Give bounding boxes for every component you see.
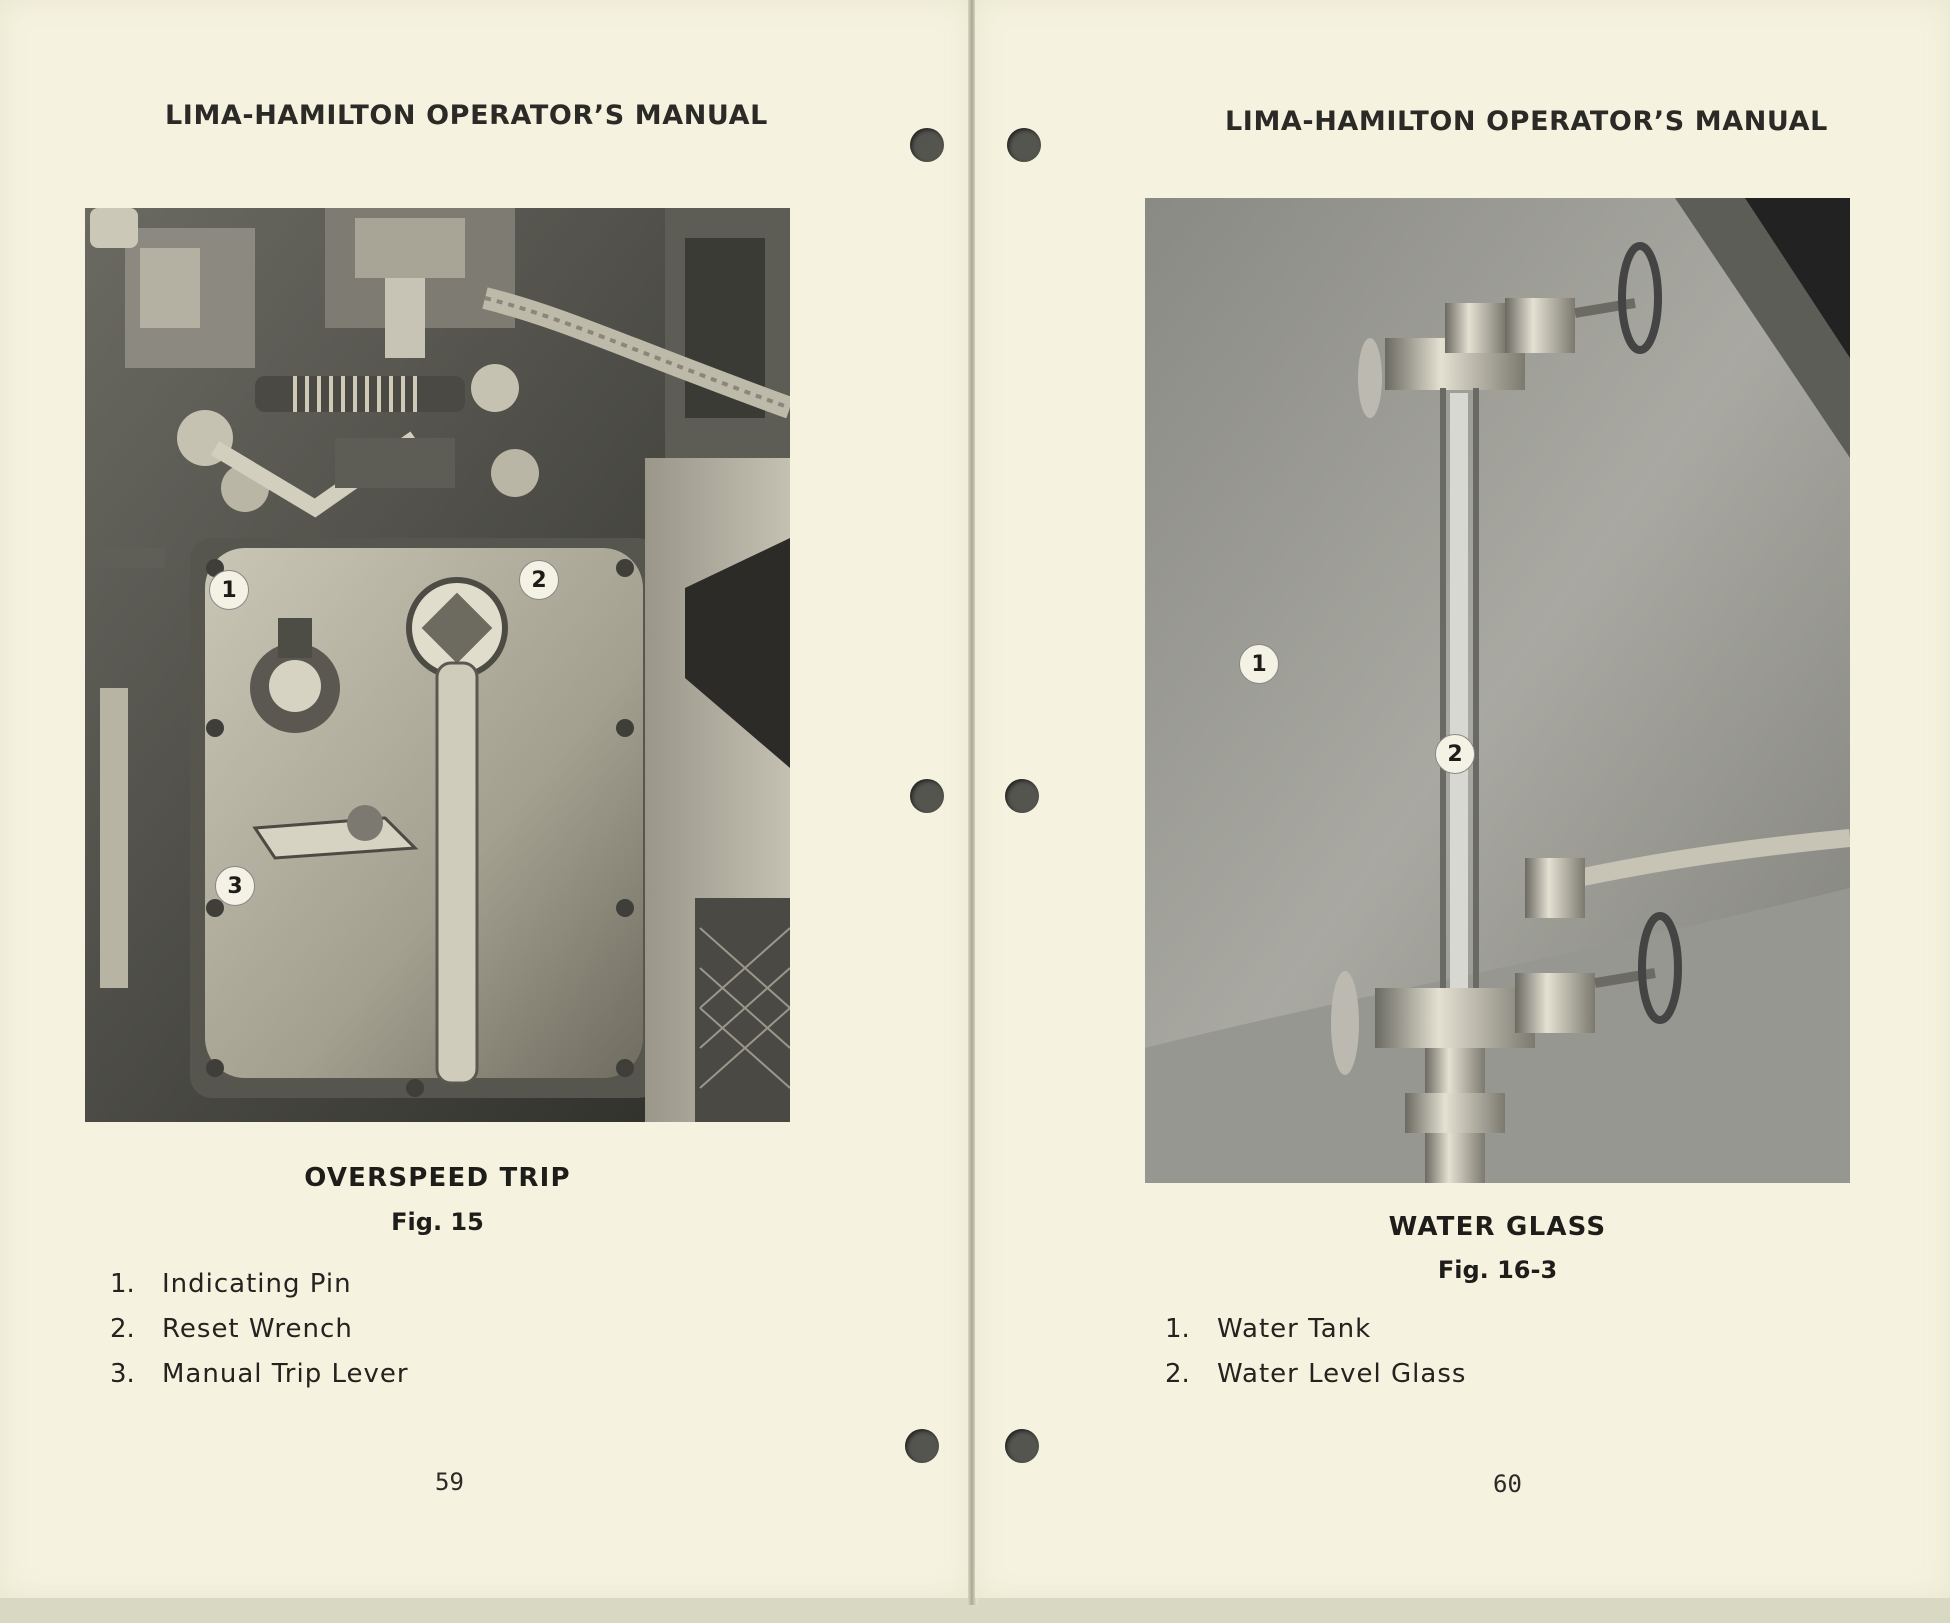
legend-label: Indicating Pin bbox=[162, 1269, 352, 1299]
legend-number: 1. bbox=[110, 1269, 135, 1299]
page-number: 59 bbox=[435, 1468, 464, 1496]
figure-label: Fig. 16-3 bbox=[1437, 1256, 1558, 1284]
callout-2: 2 bbox=[1435, 734, 1475, 774]
page-number: 60 bbox=[1493, 1470, 1522, 1498]
binder-hole bbox=[910, 779, 944, 813]
legend-item bbox=[110, 1314, 409, 1359]
legend-number: 1. bbox=[1165, 1314, 1190, 1344]
legend-number: 3. bbox=[110, 1359, 135, 1389]
figure-title: WATER GLASS bbox=[1388, 1212, 1607, 1242]
legend-number: 2. bbox=[110, 1314, 135, 1344]
binder-hole bbox=[1005, 779, 1039, 813]
legend-item bbox=[1165, 1359, 1466, 1404]
figure-label: Fig. 15 bbox=[391, 1208, 484, 1236]
overspeed-trip-photo bbox=[85, 208, 790, 1122]
legend-label: Water Level Glass bbox=[1217, 1359, 1467, 1389]
water-glass-illustration bbox=[1145, 198, 1850, 1183]
right-page bbox=[975, 0, 1950, 1598]
callout-1: 1 bbox=[1239, 644, 1279, 684]
legend-item bbox=[110, 1269, 409, 1314]
legend-label: Reset Wrench bbox=[162, 1314, 353, 1344]
binder-hole bbox=[910, 128, 944, 162]
figure-title: OVERSPEED TRIP bbox=[304, 1163, 571, 1193]
binder-hole bbox=[1005, 1429, 1039, 1463]
callout-1: 1 bbox=[209, 570, 249, 610]
legend-label: Water Tank bbox=[1217, 1314, 1372, 1344]
binder-hole bbox=[905, 1429, 939, 1463]
water-glass-photo bbox=[1145, 198, 1850, 1183]
legend-item bbox=[1165, 1314, 1466, 1359]
legend-number: 2. bbox=[1165, 1359, 1190, 1389]
binder-hole bbox=[1007, 128, 1041, 162]
left-page bbox=[0, 0, 970, 1598]
legend-item bbox=[110, 1359, 409, 1404]
figure-legend bbox=[1165, 1314, 1466, 1404]
callout-3: 3 bbox=[215, 866, 255, 906]
figure-legend bbox=[110, 1269, 409, 1404]
legend-label: Manual Trip Lever bbox=[162, 1359, 409, 1389]
callout-2: 2 bbox=[519, 560, 559, 600]
left-page-header: LIMA-HAMILTON OPERATOR’S MANUAL bbox=[165, 100, 768, 131]
overspeed-trip-illustration bbox=[85, 208, 790, 1122]
right-page-header: LIMA-HAMILTON OPERATOR’S MANUAL bbox=[1225, 106, 1828, 137]
